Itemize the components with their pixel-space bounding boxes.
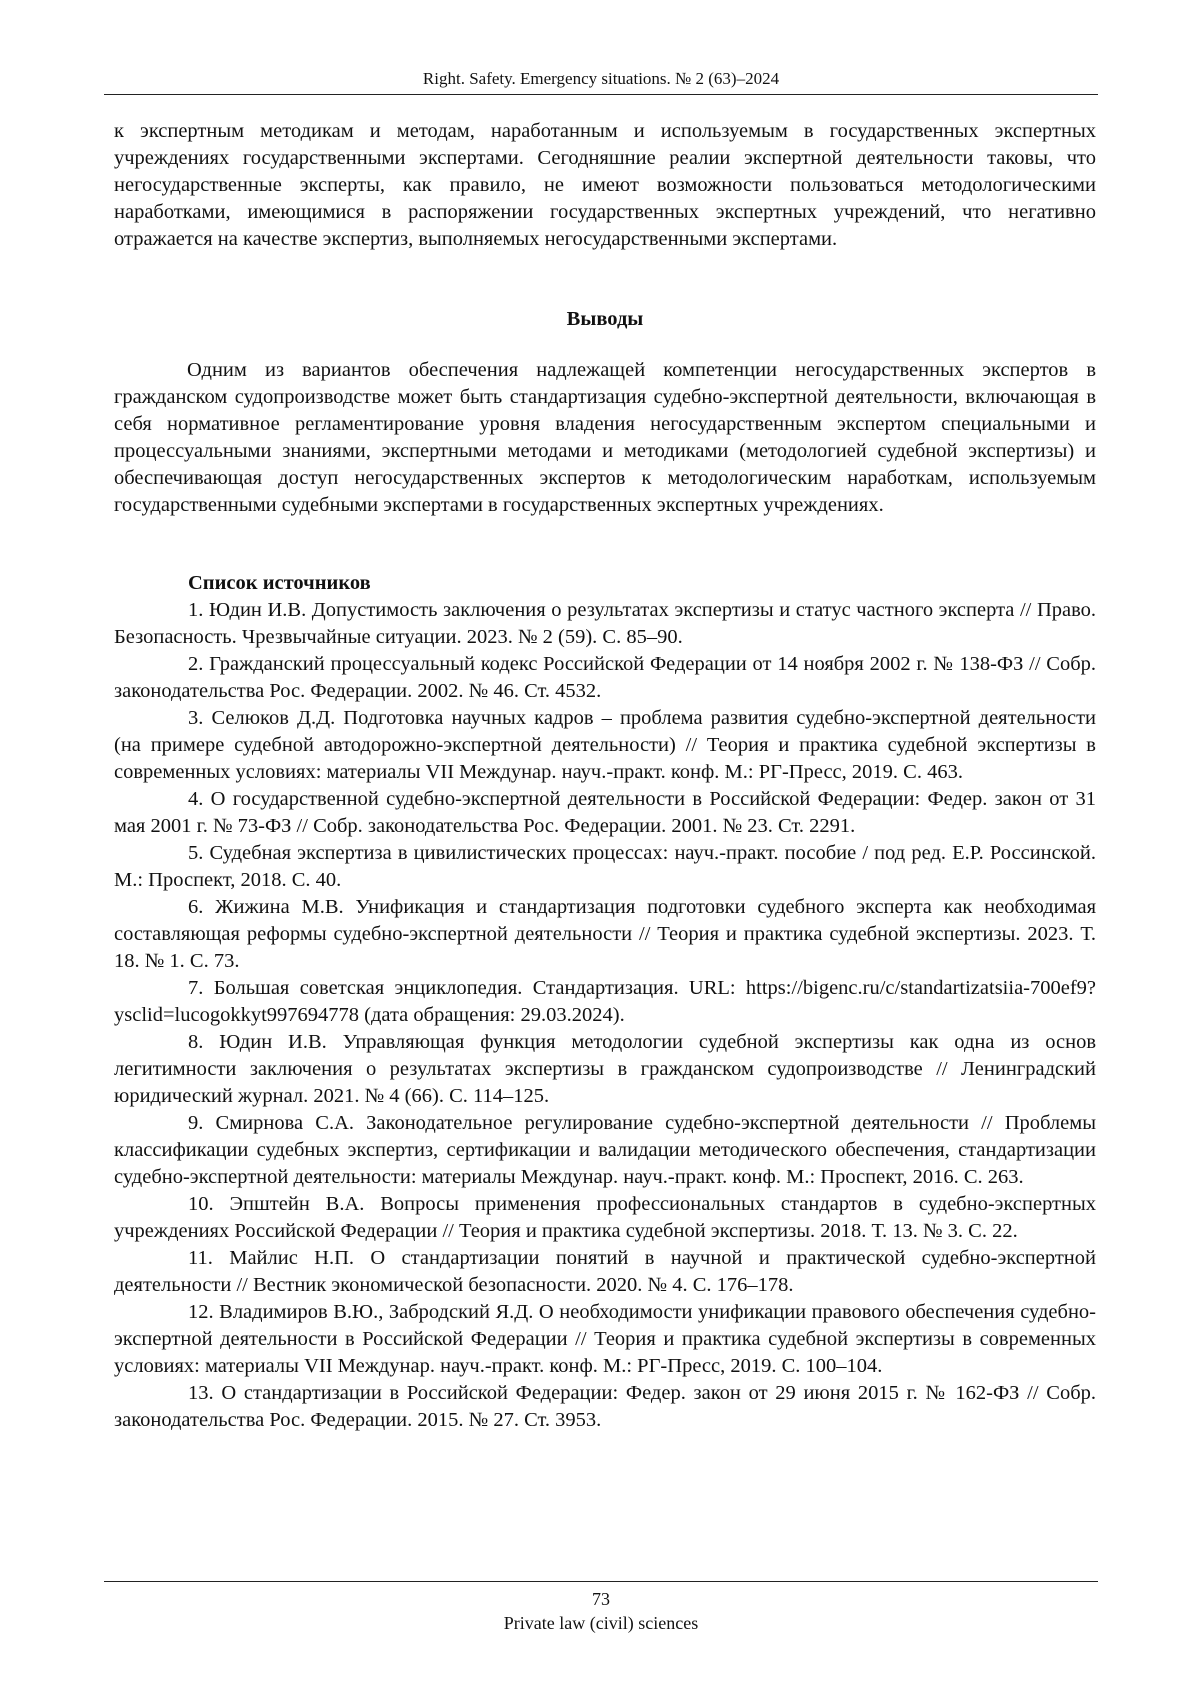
- reference-item: [114, 651, 1096, 705]
- references-title: Список источников: [188, 572, 371, 594]
- reference-item: [114, 1299, 1096, 1380]
- reference-text: Майлис Н.П. О стандартизации понятий в научной и практической судебно-экспертной деятельности // Вестник экономической безопасности. 2020. № 4. С. 176–178.: [114, 1247, 1096, 1296]
- reference-number: 11.: [188, 1247, 213, 1269]
- reference-number: 10.: [188, 1193, 214, 1215]
- reference-item: [114, 1029, 1096, 1110]
- reference-item: [114, 705, 1096, 786]
- reference-text: Эпштейн В.А. Вопросы применения профессиональных стандартов в судебно-экспертных учреждениях Российской Федерации // Теория и практика судебной экспертизы. 2018. Т. 13. № 3. С. 22.: [114, 1193, 1096, 1242]
- reference-item: [114, 1191, 1096, 1245]
- header-rule: [104, 94, 1098, 95]
- reference-item: [114, 597, 1096, 651]
- reference-text: Юдин И.В. Управляющая функция методологии судебной экспертизы как одна из основ легитимности заключения о результатах экспертизы в гражданском судопроизводстве // Ленинградский юридический журнал. 2021. № 4 (66). С. 114–125.: [114, 1031, 1097, 1107]
- reference-item: [114, 894, 1096, 975]
- conclusions-paragraph: Одним из вариантов обеспечения надлежащей компетенции негосударственных экспертов в гражданском судопроизводстве может быть стандартизация судебно-экспертной деятельности, включающая в себя нормативное регламентирование уровня владения негосударственным экспертом специальными и процессуальными знаниями, экспертными методами и методиками (методологией судебной экспертизы) и обеспечивающая доступ негосударственных экспертов к методологическим наработкам, используемым государственными судебными экспертами в государственных экспертных учреждениях.: [114, 359, 1096, 516]
- reference-item: [114, 1245, 1096, 1299]
- page-number: 73: [592, 1589, 610, 1609]
- reference-number: 2.: [188, 653, 204, 675]
- reference-text: О стандартизации в Российской Федерации: Федер. закон от 29 июня 2015 г. № 162-ФЗ // Собр. законодательства Рос. Федерации. 2015. № 27. Ст. 3953.: [114, 1382, 1096, 1431]
- references-section: [114, 570, 1096, 1434]
- reference-text: Гражданский процессуальный кодекс Российской Федерации от 14 ноября 2002 г. № 138-ФЗ // Собр. законодательства Рос. Федерации. 2002. № 46. Ст. 4532.: [114, 653, 1096, 702]
- reference-number: 1.: [188, 599, 204, 621]
- intro-paragraph: к экспертным методикам и методам, наработанным и используемым в государственных экспертных учреждениях государственными экспертами. Сегодняшние реалии экспертной деятельности таковы, что негосударственные эксперты, как правило, не имеют возможности пользоваться методологическими наработками, имеющимися в распоряжении государственных экспертных учреждений, что негативно отражается на качестве экспертиз, выполняемых негосударственными экспертами.: [114, 120, 1096, 250]
- reference-number: 8.: [188, 1031, 204, 1053]
- reference-number: 4.: [188, 788, 204, 810]
- reference-number: 6.: [188, 896, 204, 918]
- reference-text: Владимиров В.Ю., Забродский Я.Д. О необходимости унификации правового обеспечения судебно-экспертной деятельности в Российской Федерации // Теория и практика судебной экспертизы в современных условиях: материалы VII Междунар. науч.-практ. конф. М.: РГ-Пресс, 2019. С. 100–104.: [114, 1301, 1096, 1377]
- reference-number: 7.: [188, 977, 204, 999]
- reference-item: [114, 1380, 1096, 1434]
- footer-rule: [104, 1581, 1098, 1582]
- reference-item: [114, 1110, 1096, 1191]
- reference-item: [114, 840, 1096, 894]
- conclusions-heading: Выводы: [566, 308, 644, 330]
- reference-number: 5.: [188, 842, 204, 864]
- reference-text: Большая советская энциклопедия. Стандартизация. URL: https://bigenc.ru/c/standartizatsiia-700ef9?ysclid=lucogokkyt997694778 (дата обращения: 29.03.2024).: [114, 977, 1097, 1026]
- reference-number: 13.: [188, 1382, 214, 1404]
- reference-item: [114, 975, 1096, 1029]
- reference-number: 12.: [188, 1301, 214, 1323]
- reference-number: 3.: [188, 707, 204, 729]
- reference-item: [114, 786, 1096, 840]
- reference-text: Юдин И.В. Допустимость заключения о результатах экспертизы и статус частного эксперта // Право. Безопасность. Чрезвычайные ситуации. 2023. № 2 (59). С. 85–90.: [114, 599, 1097, 648]
- reference-text: Судебная экспертиза в цивилистических процессах: науч.-практ. пособие / под ред. Е.Р. Россинской. М.: Проспект, 2018. С. 40.: [114, 842, 1097, 891]
- running-head: Right. Safety. Emergency situations. № 2 (63)–2024: [422, 69, 780, 88]
- footer-section-title: Private law (civil) sciences: [503, 1613, 699, 1633]
- reference-text: Смирнова С.А. Законодательное регулирование судебно-экспертной деятельности // Проблемы классификации судебных экспертиз, сертификации и валидации методического обеспечения, стандартизации судебно-экспертной деятельности: материалы Междунар. науч.-практ. конф. М.: Проспект, 2016. С. 263.: [114, 1112, 1097, 1188]
- reference-text: Селюков Д.Д. Подготовка научных кадров – проблема развития судебно-экспертной деятельности (на примере судебной автодорожно-экспертной деятельности) // Теория и практика судебной экспертизы в современных условиях: материалы VII Междунар. науч.-практ. конф. М.: РГ-Пресс, 2019. С. 463.: [114, 707, 1097, 783]
- reference-text: О государственной судебно-экспертной деятельности в Российской Федерации: Федер. закон от 31 мая 2001 г. № 73-ФЗ // Собр. законодательства Рос. Федерации. 2001. № 23. Ст. 2291.: [114, 788, 1096, 837]
- reference-number: 9.: [188, 1112, 204, 1134]
- reference-text: Жижина М.В. Унификация и стандартизация подготовки судебного эксперта как необходимая составляющая реформы судебно-экспертной деятельности // Теория и практика судебной экспертизы. 2023. Т. 18. № 1. С. 73.: [114, 896, 1097, 972]
